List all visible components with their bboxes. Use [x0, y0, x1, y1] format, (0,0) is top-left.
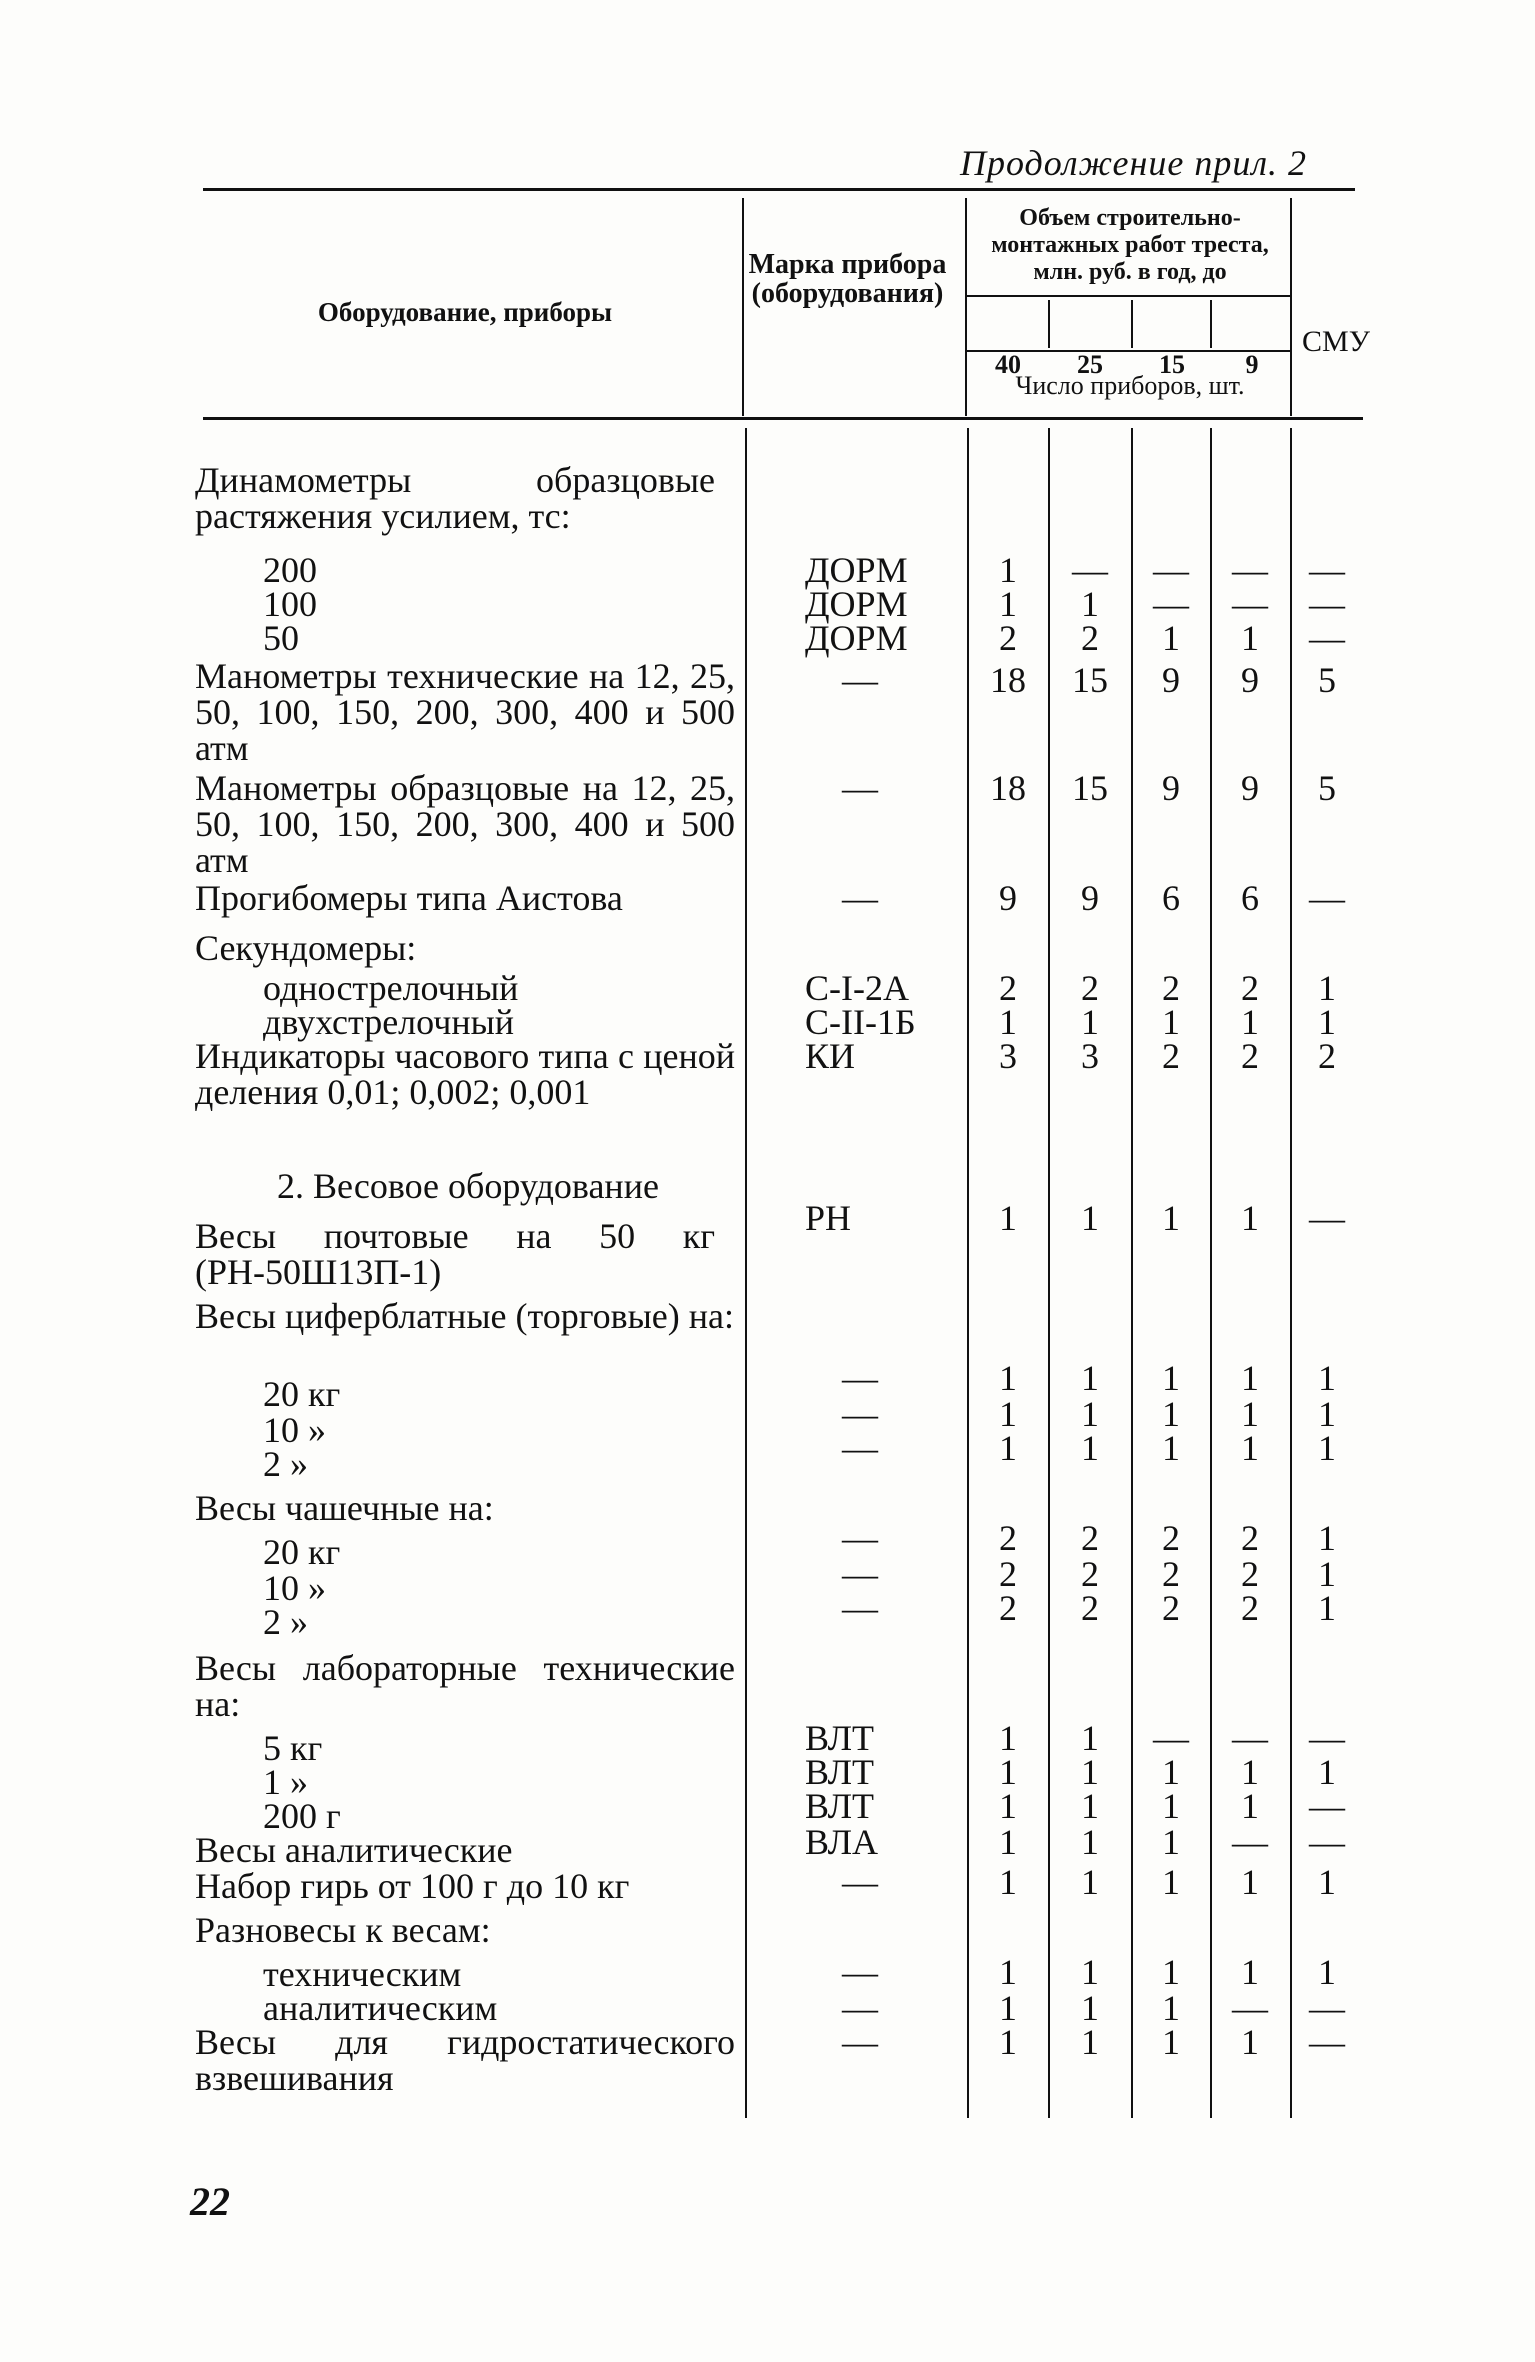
- row-8-value-4: 1: [1318, 968, 1336, 1008]
- year-divider-2: [1131, 300, 1133, 348]
- header-divider-1: [742, 198, 744, 416]
- row-29-value-4: —: [1309, 1988, 1345, 2028]
- row-18-value-3: 2: [1241, 1518, 1259, 1558]
- row-10-value-1: 3: [1081, 1036, 1099, 1076]
- row-16-value-2: 1: [1162, 1428, 1180, 1468]
- year-top-rule: [967, 295, 1292, 297]
- row-8-value-1: 2: [1081, 968, 1099, 1008]
- row-26-brand: —: [842, 1862, 878, 1902]
- row-8-value-0: 2: [999, 968, 1017, 1008]
- row-4-brand: —: [842, 660, 878, 700]
- top-rule: [203, 188, 1355, 191]
- row-6-value-1: 9: [1081, 878, 1099, 918]
- row-29-brand: —: [842, 1988, 878, 2028]
- row-12-value-2: 1: [1162, 1198, 1180, 1238]
- row-9-value-2: 1: [1162, 1002, 1180, 1042]
- header-volume: [970, 205, 1290, 286]
- row-28-value-0: 1: [999, 1952, 1017, 1992]
- row-2-value-3: —: [1232, 584, 1268, 624]
- row-7-equipment: Секундомеры:: [195, 928, 417, 968]
- row-8-value-3: 2: [1241, 968, 1259, 1008]
- row-26-equipment: Набор гирь от 100 г до 10 кг: [195, 1866, 630, 1906]
- row-16-value-0: 1: [999, 1428, 1017, 1468]
- row-28-brand: —: [842, 1952, 878, 1992]
- row-20-equipment: 2 »: [263, 1602, 308, 1642]
- row-20-value-4: 1: [1318, 1588, 1336, 1628]
- row-6-value-0: 9: [999, 878, 1017, 918]
- row-23-value-3: 1: [1241, 1752, 1259, 1792]
- row-24-value-3: 1: [1241, 1786, 1259, 1826]
- header-volume-text: Объем строительно-монтажных работ треста, млн. руб. в год, до: [991, 205, 1269, 285]
- row-14-value-3: 1: [1241, 1358, 1259, 1398]
- row-30-value-2: 1: [1162, 2022, 1180, 2062]
- row-6-equipment: Прогибомеры типа Аистова: [195, 878, 623, 918]
- row-25-value-3: —: [1232, 1822, 1268, 1862]
- row-19-brand: —: [842, 1554, 878, 1594]
- row-2-equipment: 100: [263, 584, 317, 624]
- header-equipment: Оборудование, приборы: [317, 297, 613, 327]
- row-15-value-4: 1: [1318, 1394, 1336, 1434]
- row-21-equipment: Весы лабораторные технические на:: [195, 1648, 735, 1724]
- year-divider-3: [1210, 300, 1212, 348]
- row-15-value-0: 1: [999, 1394, 1017, 1434]
- row-3-value-3: 1: [1241, 618, 1259, 658]
- page-number: 22: [190, 2179, 230, 2224]
- row-10-value-3: 2: [1241, 1036, 1259, 1076]
- row-3-value-1: 2: [1081, 618, 1099, 658]
- row-19-value-0: 2: [999, 1554, 1017, 1594]
- row-19-value-3: 2: [1241, 1554, 1259, 1594]
- row-8-equipment: однострелочный: [263, 968, 519, 1008]
- row-19-value-4: 1: [1318, 1554, 1336, 1594]
- row-15-value-2: 1: [1162, 1394, 1180, 1434]
- row-22-value-4: —: [1309, 1718, 1345, 1758]
- continuation-caption: Продолжение прил. 2: [960, 143, 1308, 183]
- row-4-value-4: 5: [1318, 660, 1336, 700]
- row-29-value-3: —: [1232, 1988, 1268, 2028]
- row-24-value-0: 1: [999, 1786, 1017, 1826]
- row-5-value-1: 15: [1072, 768, 1108, 808]
- body-divider-1: [745, 428, 747, 2118]
- row-6-value-4: —: [1309, 878, 1345, 918]
- row-30-brand: —: [842, 2022, 878, 2062]
- row-23-value-2: 1: [1162, 1752, 1180, 1792]
- row-14-value-2: 1: [1162, 1358, 1180, 1398]
- year-40: 40: [995, 350, 1021, 379]
- row-1-value-1: —: [1072, 550, 1108, 590]
- row-3-value-4: —: [1309, 618, 1345, 658]
- row-16-value-3: 1: [1241, 1428, 1259, 1468]
- year-9: 9: [1245, 350, 1259, 379]
- row-1-value-3: —: [1232, 550, 1268, 590]
- row-18-value-1: 2: [1081, 1518, 1099, 1558]
- row-12-brand: РН: [805, 1198, 852, 1238]
- body-divider-5: [1210, 428, 1212, 2118]
- header-smu: СМУ: [1302, 325, 1370, 358]
- row-16-value-4: 1: [1318, 1428, 1336, 1468]
- row-18-value-2: 2: [1162, 1518, 1180, 1558]
- row-14-value-4: 1: [1318, 1358, 1336, 1398]
- row-1-equipment: 200: [263, 550, 317, 590]
- row-4-value-2: 9: [1162, 660, 1180, 700]
- row-22-value-1: 1: [1081, 1718, 1099, 1758]
- row-29-value-0: 1: [999, 1988, 1017, 2028]
- row-3-equipment: 50: [263, 618, 299, 658]
- row-25-brand: ВЛА: [805, 1822, 879, 1862]
- header-count: Число приборов, шт.: [1015, 371, 1245, 400]
- row-15-brand: —: [842, 1394, 878, 1434]
- row-20-brand: —: [842, 1588, 878, 1628]
- row-8-value-2: 2: [1162, 968, 1180, 1008]
- header-brand-text: Марка прибора (оборудования): [748, 249, 947, 310]
- row-22-value-3: —: [1232, 1718, 1268, 1758]
- row-5-value-2: 9: [1162, 768, 1180, 808]
- row-26-value-1: 1: [1081, 1862, 1099, 1902]
- row-26-value-0: 1: [999, 1862, 1017, 1902]
- row-26-value-3: 1: [1241, 1862, 1259, 1902]
- row-2-value-0: 1: [999, 584, 1017, 624]
- body-divider-3: [1048, 428, 1050, 2118]
- row-10-equipment: Индикаторы часового типа с ценой деления 0,01; 0,002; 0,001: [195, 1036, 735, 1112]
- row-22-value-2: —: [1153, 1718, 1189, 1758]
- row-13-equipment: Весы циферблатные (торговые) на:: [195, 1296, 734, 1336]
- row-1-brand: ДОРМ: [805, 550, 908, 590]
- row-22-value-0: 1: [999, 1718, 1017, 1758]
- row-25-value-4: —: [1309, 1822, 1345, 1862]
- row-23-equipment: 1 »: [263, 1762, 308, 1802]
- row-1-value-0: 1: [999, 550, 1017, 590]
- row-4-value-3: 9: [1241, 660, 1259, 700]
- row-5-value-4: 5: [1318, 768, 1336, 808]
- row-29-value-2: 1: [1162, 1988, 1180, 2028]
- row-10-value-4: 2: [1318, 1036, 1336, 1076]
- row-24-brand: ВЛТ: [805, 1786, 875, 1826]
- row-16-brand: —: [842, 1428, 878, 1468]
- row-28-value-2: 1: [1162, 1952, 1180, 1992]
- row-18-value-0: 2: [999, 1518, 1017, 1558]
- row-17-equipment: Весы чашечные на:: [195, 1488, 494, 1528]
- row-28-value-4: 1: [1318, 1952, 1336, 1992]
- header-bottom-rule: [203, 417, 1363, 420]
- row-9-value-4: 1: [1318, 1002, 1336, 1042]
- row-22-equipment: 5 кг: [263, 1728, 323, 1768]
- year-divider-1: [1048, 300, 1050, 348]
- row-19-value-2: 2: [1162, 1554, 1180, 1594]
- row-8-brand: С-I-2А: [805, 968, 909, 1008]
- row-5-equipment: Манометры образцовые на 12, 25, 50, 100, 150, 200, 300, 400 и 500 атм: [195, 768, 735, 880]
- body-divider-4: [1131, 428, 1133, 2118]
- row-20-value-1: 2: [1081, 1588, 1099, 1628]
- row-20-value-3: 2: [1241, 1588, 1259, 1628]
- row-18-value-4: 1: [1318, 1518, 1336, 1558]
- row-12-value-0: 1: [999, 1198, 1017, 1238]
- row-3-value-0: 2: [999, 618, 1017, 658]
- row-12-value-3: 1: [1241, 1198, 1259, 1238]
- row-6-brand: —: [842, 878, 878, 918]
- row-15-value-1: 1: [1081, 1394, 1099, 1434]
- year-15: 15: [1159, 350, 1185, 379]
- row-10-value-2: 2: [1162, 1036, 1180, 1076]
- row-30-value-4: —: [1309, 2022, 1345, 2062]
- row-2-value-4: —: [1309, 584, 1345, 624]
- row-5-value-0: 18: [990, 768, 1026, 808]
- row-25-value-1: 1: [1081, 1822, 1099, 1862]
- row-20-value-2: 2: [1162, 1588, 1180, 1628]
- row-12-equipment: Весы почтовые на 50 кг (РН-50Ш13П-1): [195, 1216, 715, 1292]
- row-23-value-0: 1: [999, 1752, 1017, 1792]
- row-2-brand: ДОРМ: [805, 584, 908, 624]
- row-25-value-0: 1: [999, 1822, 1017, 1862]
- row-20-value-0: 2: [999, 1588, 1017, 1628]
- row-2-value-1: 1: [1081, 584, 1099, 624]
- row-24-value-2: 1: [1162, 1786, 1180, 1826]
- row-4-value-1: 15: [1072, 660, 1108, 700]
- row-9-value-3: 1: [1241, 1002, 1259, 1042]
- row-30-value-0: 1: [999, 2022, 1017, 2062]
- row-25-equipment: Весы аналитические: [195, 1830, 513, 1870]
- row-4-value-0: 18: [990, 660, 1026, 700]
- row-18-brand: —: [842, 1518, 878, 1558]
- row-25-value-2: 1: [1162, 1822, 1180, 1862]
- header-brand: [745, 250, 950, 309]
- row-5-brand: —: [842, 768, 878, 808]
- year-25: 25: [1077, 350, 1103, 379]
- row-27-equipment: Разновесы к весам:: [195, 1910, 491, 1950]
- header-divider-3: [1290, 198, 1292, 416]
- row-16-equipment: 2 »: [263, 1444, 308, 1484]
- row-18-equipment: 20 кг: [263, 1532, 341, 1572]
- row-23-brand: ВЛТ: [805, 1752, 875, 1792]
- row-16-value-1: 1: [1081, 1428, 1099, 1468]
- row-14-value-0: 1: [999, 1358, 1017, 1398]
- row-9-equipment: двухстрелочный: [263, 1002, 515, 1042]
- row-11-equipment: 2. Весовое оборудование: [277, 1166, 659, 1206]
- row-19-value-1: 2: [1081, 1554, 1099, 1594]
- row-6-value-3: 6: [1241, 878, 1259, 918]
- header-divider-2: [965, 198, 967, 416]
- row-14-equipment: 20 кг: [263, 1374, 341, 1414]
- row-28-value-3: 1: [1241, 1952, 1259, 1992]
- row-23-value-4: 1: [1318, 1752, 1336, 1792]
- row-12-value-1: 1: [1081, 1198, 1099, 1238]
- row-5-value-3: 9: [1241, 768, 1259, 808]
- row-1-value-4: —: [1309, 550, 1345, 590]
- row-2-value-2: —: [1153, 584, 1189, 624]
- row-30-equipment: Весы для гидростатического взвешивания: [195, 2022, 735, 2098]
- row-3-value-2: 1: [1162, 618, 1180, 658]
- row-15-equipment: 10 »: [263, 1410, 326, 1450]
- row-9-brand: С-II-1Б: [805, 1002, 916, 1042]
- row-9-value-1: 1: [1081, 1002, 1099, 1042]
- row-14-brand: —: [842, 1358, 878, 1398]
- row-19-equipment: 10 »: [263, 1568, 326, 1608]
- row-22-brand: ВЛТ: [805, 1718, 875, 1758]
- row-29-equipment: аналитическим: [263, 1988, 498, 2028]
- row-10-value-0: 3: [999, 1036, 1017, 1076]
- row-23-value-1: 1: [1081, 1752, 1099, 1792]
- row-24-value-1: 1: [1081, 1786, 1099, 1826]
- row-26-value-2: 1: [1162, 1862, 1180, 1902]
- row-26-value-4: 1: [1318, 1862, 1336, 1902]
- row-10-brand: КИ: [805, 1036, 856, 1076]
- row-4-equipment: Манометры технические на 12, 25, 50, 100, 150, 200, 300, 400 и 500 атм: [195, 656, 735, 768]
- row-3-brand: ДОРМ: [805, 618, 908, 658]
- row-24-value-4: —: [1309, 1786, 1345, 1826]
- row-6-value-2: 6: [1162, 878, 1180, 918]
- row-28-value-1: 1: [1081, 1952, 1099, 1992]
- row-0-equipment: Динамометры образцовые растяжения усилием, тс:: [195, 460, 715, 536]
- row-15-value-3: 1: [1241, 1394, 1259, 1434]
- row-9-value-0: 1: [999, 1002, 1017, 1042]
- row-29-value-1: 1: [1081, 1988, 1099, 2028]
- row-24-equipment: 200 г: [263, 1796, 341, 1836]
- row-12-value-4: —: [1309, 1198, 1345, 1238]
- row-14-value-1: 1: [1081, 1358, 1099, 1398]
- row-1-value-2: —: [1153, 550, 1189, 590]
- row-30-value-3: 1: [1241, 2022, 1259, 2062]
- row-30-value-1: 1: [1081, 2022, 1099, 2062]
- body-divider-2: [967, 428, 969, 2118]
- row-28-equipment: техническим: [263, 1954, 462, 1994]
